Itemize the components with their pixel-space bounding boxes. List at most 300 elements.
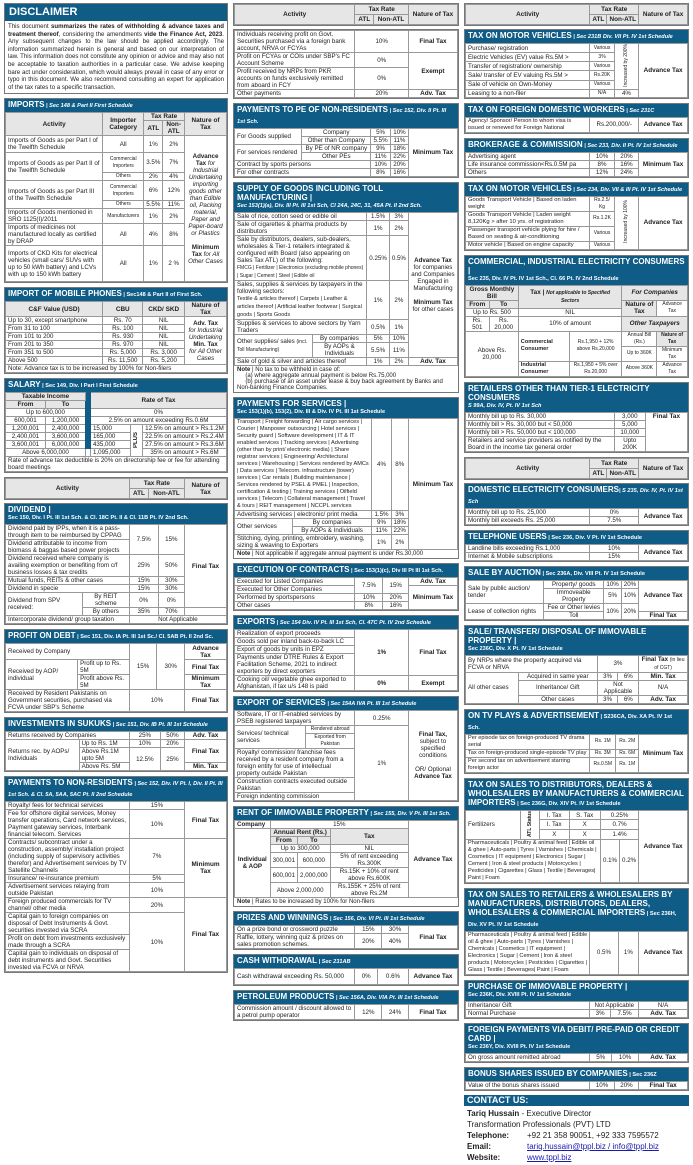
table-row xyxy=(6,136,227,153)
text: EXPORTS xyxy=(237,617,276,626)
table-cell: Exempt xyxy=(408,53,457,90)
dividend-table xyxy=(5,524,227,624)
table-cell: 7% xyxy=(163,153,185,173)
table-cell: Minimum Tax xyxy=(639,152,688,176)
table-cell: For Goods supplied xyxy=(235,129,302,145)
purchase-property-section xyxy=(464,980,689,1019)
table-cell: 2,400,000 xyxy=(45,425,85,433)
disclaimer-text xyxy=(5,21,227,93)
prizes-table xyxy=(234,925,458,949)
text: Textile & articles thereof | Carpets | Leather & articles thereof | Artificial leather footwear | Surgical goods | Sports Goods xyxy=(237,296,362,318)
table-cell: Rs.15K + 10% of rent above Rs.600K xyxy=(330,868,408,883)
table-header-cell: Non-ATL xyxy=(149,489,185,499)
table-row xyxy=(235,213,458,221)
table-row xyxy=(6,644,227,660)
motor-vehicles-234-section xyxy=(464,182,689,251)
table-cell: Rs. 930 xyxy=(103,333,143,341)
table-cell xyxy=(185,317,227,365)
export-services-section xyxy=(233,696,459,802)
table-cell: By AOPs & Individuals xyxy=(312,343,367,358)
text: ATL Status xyxy=(526,810,533,837)
table-header-cell: ATL xyxy=(590,468,607,478)
non-residents-continued xyxy=(233,29,459,99)
table-cell: All other cases xyxy=(466,672,519,703)
table-cell: Monthly bill > Rs. 50,000 but < 100,000 xyxy=(466,428,615,436)
table-cell: 1% xyxy=(355,630,409,676)
text: IMPORTS xyxy=(8,100,45,110)
table-cell: 3% xyxy=(597,655,638,672)
text: TELEPHONE USERS xyxy=(468,531,547,541)
text: ON TV PLAYS & ADVERTISEMENT xyxy=(468,710,599,720)
table-row xyxy=(6,449,227,457)
rent-section xyxy=(233,806,459,907)
table-header-cell: ATL xyxy=(144,121,163,136)
table-cell: 1% xyxy=(367,358,390,366)
text xyxy=(5,478,227,499)
table-row xyxy=(6,409,227,417)
contact-telephone: +92 21 358 90051, +92 333 7595572 xyxy=(527,1130,659,1140)
table-row xyxy=(235,969,458,985)
text: | Sec 151, Div. IA Pt. III 1st Sc./ Cl. 5AB Pt. II 2nd Sc. xyxy=(75,634,214,641)
table-cell: 10% xyxy=(621,588,638,603)
text: Increased by 200% xyxy=(622,44,629,87)
table-cell: Adv. Tax xyxy=(639,1009,688,1017)
column-middle xyxy=(233,3,459,1025)
table-cell: I. Tax xyxy=(540,820,569,830)
table-cell: 30% xyxy=(157,644,185,690)
exports-section xyxy=(233,615,459,692)
table-cell: 7.5% xyxy=(610,1009,638,1017)
table-cell: 7.5% xyxy=(355,578,383,594)
table-row xyxy=(235,358,458,366)
table-cell: 5% xyxy=(371,129,391,137)
table-cell: Company xyxy=(235,821,271,829)
table-cell: 1.4% xyxy=(600,830,638,840)
table-cell: Advance Tax xyxy=(639,580,688,611)
table-row xyxy=(235,90,458,98)
retailers-sales-table xyxy=(465,931,688,975)
table-cell: 600,001 xyxy=(270,868,297,883)
table-cell: Immoveable Property xyxy=(544,588,604,603)
table-row xyxy=(466,734,688,749)
sukuks-section xyxy=(4,717,228,772)
table-cell: By AOPs & Individuals xyxy=(292,527,372,535)
text: SALE/ TRANSFER/ DISPOSAL OF IMMOVABLE PROPERTY | xyxy=(468,626,647,645)
table-cell: Rs.1,950 + 5% over Rs.20,000 xyxy=(569,361,622,376)
table-header-cell: Tax Rate xyxy=(144,113,185,121)
table-cell: 3,600,001 xyxy=(6,441,46,449)
table-cell: 30% xyxy=(158,577,184,585)
table-cell: 1% xyxy=(389,320,408,335)
table-cell: 0.7% xyxy=(600,820,638,830)
disposal-table xyxy=(465,655,688,704)
table-row xyxy=(235,1005,458,1020)
non-residents-cont-table xyxy=(234,30,458,98)
table-cell: Rs. 70 xyxy=(103,317,143,325)
bonus-shares-section xyxy=(464,1067,689,1091)
table-header-cell: Activity xyxy=(235,5,355,25)
table-cell xyxy=(614,44,638,90)
text: Advance Tax xyxy=(414,257,452,264)
table-cell: Pharmaceuticals | Poultry & animal feed | Edible oil & ghee | Auto-parts | Tyres | Varnishes | Chemicals | Cosmetics | IT equipment | Electronics | Sugar | Cement | Iron & steel products | Motorcycles | Pesticides | Cigarettes | Glass | Textile | Beverages| Paint | Foam xyxy=(466,839,601,882)
table-cell: Returns received by Companies xyxy=(6,732,130,740)
table-cell: 10% xyxy=(389,335,408,343)
table-header-cell: Tax Rate xyxy=(129,479,184,489)
table-cell: Payments under DTRE Rules & Export Facilitation Scheme, 2021 to indirect exporters by direct exporters xyxy=(235,654,355,676)
table-cell: Advertisement services relaying from outside Pakistan xyxy=(6,883,130,898)
table-header-cell: Annual Rent (Rs.) xyxy=(270,829,330,837)
table-cell: Up to 300,000 xyxy=(270,845,330,853)
table-cell: From 101 to 200 xyxy=(6,333,103,341)
table-cell: Sale of gold & silver and articles thereof xyxy=(235,358,367,366)
table-cell: 11% xyxy=(163,201,185,209)
table-cell: 1,095,000 xyxy=(90,449,130,457)
table-cell: 600,001 xyxy=(6,417,46,425)
text: | Sec 153(1)(c), Div III Pt III 1st Sch. xyxy=(349,568,444,574)
table-cell: 25% xyxy=(129,732,160,740)
table-cell: From 31 to 100 xyxy=(6,325,103,333)
table-row xyxy=(6,898,227,913)
text: | Sec 236Z xyxy=(627,1071,657,1078)
text: Not applicable to Specified Sectors xyxy=(546,289,611,304)
table-cell: Rs.1.2K xyxy=(590,211,614,226)
table-cell: 0.5% xyxy=(389,236,408,281)
text: PETROLEUM PRODUCTS xyxy=(237,992,335,1001)
table-header-cell: Activity xyxy=(466,458,590,478)
text: | Sec 152, Div. II Pt. III 1st Sch. xyxy=(237,108,447,125)
table-cell: Acquired in same year xyxy=(518,672,597,680)
table-cell: Minimum Tax xyxy=(408,419,457,550)
contact-website-link[interactable]: www.tppl.biz xyxy=(527,1152,572,1162)
table-cell: 3% xyxy=(391,511,408,519)
text: | S236CA, Div. XA Pt. IV 1st Sch. xyxy=(468,713,673,731)
table-cell: Not Applicable xyxy=(597,680,638,695)
text: SALE BY AUCTION xyxy=(468,567,541,577)
text: Other Taxpayers xyxy=(629,320,680,328)
section-header xyxy=(465,710,688,734)
text: No tax to be withheld in case of: xyxy=(255,367,341,373)
table-cell: Mutual funds, REITs & other cases xyxy=(6,577,130,585)
text: CASH WITHDRAWAL xyxy=(237,956,317,965)
table-cell: Above 360K xyxy=(622,361,657,376)
table-cell: Property/ goods xyxy=(544,580,604,588)
table-header-cell: Nature of Tax xyxy=(657,331,688,346)
text: For Companies xyxy=(631,289,678,297)
table-cell: Capital gain to individuals on disposal of debt instruments and Govt. Securities invested via FCVA or NRVA xyxy=(6,950,130,972)
text: BROKERAGE & COMMISSION xyxy=(468,139,583,149)
table-cell: 0% xyxy=(158,593,184,608)
table-row xyxy=(6,393,227,401)
text: | Sec 155, Div. V Pt. III 1st Sch. xyxy=(368,811,451,817)
section-header xyxy=(465,383,688,412)
text: PAYMENTS TO NON-RESIDENTS xyxy=(8,778,133,788)
table-cell xyxy=(614,196,638,249)
supply-table xyxy=(234,212,458,366)
section-header xyxy=(5,630,227,643)
table-cell: Sale of cigarettes & pharma products by distributors xyxy=(235,221,367,236)
section-header xyxy=(234,398,458,418)
table-cell: Rs.20K xyxy=(590,71,614,80)
table-cell: Above Rs. 5M xyxy=(79,763,129,771)
table-cell: Rs.1,950 + 12% above Rs.20,000 xyxy=(569,331,622,361)
table-header-cell: Non-ATL xyxy=(163,121,185,136)
section-header xyxy=(234,183,458,212)
table-cell: Exported from Pakistan xyxy=(305,734,355,749)
table-cell: NIL xyxy=(143,325,185,333)
table-cell: Imports of medicines not manufactured locally as certified by DRAP xyxy=(6,224,103,246)
section-header xyxy=(465,981,688,1001)
table-cell: Executed for Other Companies xyxy=(235,586,355,594)
table-cell: X xyxy=(569,830,600,840)
disclaimer-section xyxy=(4,3,228,94)
foreign-workers-section xyxy=(464,103,689,134)
table-row xyxy=(466,316,688,331)
text: INVESTMENTS IN SUKUKS xyxy=(8,719,112,729)
table-cell: Inheritance/ Gift xyxy=(466,1001,590,1009)
table-cell: 6% xyxy=(144,181,163,201)
table-cell: Motor vehicle | Based on engine capacity xyxy=(466,241,590,249)
text: | Sec 151, Div. IB Pt. III 1st Schedule xyxy=(111,722,208,729)
table-cell: X xyxy=(569,820,600,830)
table-cell: Final Tax xyxy=(408,926,457,949)
table-cell: Software, IT or IT-enabled services by PSEB registered taxpayers xyxy=(235,711,355,726)
table-cell: Advance Tax xyxy=(185,644,227,660)
table-cell: Up to Rs. 500 xyxy=(466,308,519,316)
table-cell: Final Tax xyxy=(639,611,688,619)
section-header xyxy=(5,777,227,801)
text: RETAILERS OTHER THAN TIER-1 ELECTRICITY CONSUMERS xyxy=(468,383,650,402)
table-cell: 8% xyxy=(163,224,185,246)
table-row xyxy=(235,711,458,726)
text: DOMESTIC ELECTRICITY CONSUMERS xyxy=(468,484,619,494)
table-cell: Leasing to a non-filer xyxy=(466,89,590,97)
table-row xyxy=(235,821,458,829)
text: | Sec 156A, Div. VIA Pt. III 1st Schedule xyxy=(334,995,439,1001)
text: Advance Tax xyxy=(192,152,219,167)
table-cell: 10% xyxy=(129,740,160,748)
table-cell: 5% xyxy=(129,875,184,883)
table-cell: 8% xyxy=(391,419,408,511)
table-cell: Individual & AOP xyxy=(235,829,271,898)
table-cell: Company xyxy=(302,129,371,137)
text: BONUS SHARES ISSUED BY COMPANIES xyxy=(468,1068,628,1078)
table-row xyxy=(466,152,688,160)
table-cell xyxy=(235,335,313,358)
table-cell: Various xyxy=(590,241,614,249)
text: Telephone: xyxy=(467,1130,510,1140)
text: | Sec 154 Div. IV Pt. III 1st Sch, Cl. 47C Pt. IV 2nd Schedule xyxy=(275,620,431,626)
text: COMMERCIAL, INDUSTRIAL ELECTRICITY CONSUMERS | xyxy=(468,256,685,275)
table-cell: 35% xyxy=(129,608,158,616)
table-row xyxy=(235,578,458,586)
table-cell: 20% xyxy=(614,152,638,160)
table-cell: Adv. Tax xyxy=(639,695,688,703)
petroleum-table xyxy=(234,1004,458,1020)
table-cell: Min. Tax xyxy=(639,672,688,680)
text: Advance Tax xyxy=(414,773,452,780)
table-cell: 11% xyxy=(371,153,391,161)
text: for Industrial Undertaking xyxy=(188,326,223,341)
table-cell: 10% xyxy=(590,1081,614,1089)
table-cell: Advance Tax xyxy=(408,969,457,985)
text: Other supplies/ sales xyxy=(237,338,295,345)
table-cell: 20% xyxy=(390,161,408,169)
table-cell: Supplies & services to above sectors by Yarn Traders xyxy=(235,320,367,335)
table-cell: Landline bills exceeding Rs.1,000 xyxy=(466,544,590,552)
text: Email: xyxy=(467,1141,492,1151)
table-row xyxy=(466,1081,688,1089)
section-header xyxy=(234,697,458,710)
table-cell: Rs. 970 xyxy=(103,341,143,349)
services-section xyxy=(233,397,459,559)
section-header xyxy=(5,379,227,392)
table-cell: Goods sold per inland back-to-back LC xyxy=(235,638,355,646)
distributors-section xyxy=(464,778,689,884)
table-cell: 2% xyxy=(144,173,163,181)
table-cell: 4% xyxy=(372,419,391,511)
table-cell: 18% xyxy=(390,145,408,153)
table-cell: Fee for offshore digital services, Money transfer operations, Card network services, Payment gateway services, Interbank financial telecom. Services xyxy=(6,810,130,839)
table-cell: 10% xyxy=(590,544,639,552)
section-header xyxy=(234,807,458,820)
table-cell: Value of the bonus shares issued xyxy=(466,1081,590,1089)
table-cell: 4% xyxy=(144,224,163,246)
table-row xyxy=(235,5,458,15)
table-cell: Other cases xyxy=(518,695,597,703)
table-cell: 0% xyxy=(590,508,639,516)
table-cell: 11% xyxy=(389,343,408,358)
table-cell: Lease of collection rights xyxy=(466,603,544,619)
table-cell: For services rendered xyxy=(235,145,302,161)
text: | Sec 236A, Div. VIII Pt. IV 1st Schedule xyxy=(540,570,645,577)
table-cell: Above 6,000,000 xyxy=(6,449,86,457)
table-cell: 0.5% xyxy=(367,320,390,335)
text: (Rs.) xyxy=(633,338,645,345)
table-cell: 0% xyxy=(90,409,226,417)
text: | Sec 236G, Div. XIV Pt. IV 1st Schedule xyxy=(515,800,621,807)
table-header-cell: Tax Rate xyxy=(590,5,639,15)
text: (a) where aggregate annual payment is below Rs.75,000 xyxy=(245,373,397,379)
table-cell: Received by Resident Pakistanis on Government securities, purchased via FCVA under SBP's Scheme xyxy=(6,690,130,712)
section-header xyxy=(465,183,688,196)
table-cell: 25% xyxy=(129,555,158,577)
brokerage-section xyxy=(464,138,689,178)
table-cell: 12% xyxy=(590,168,614,176)
table-row xyxy=(6,317,227,325)
table-cell: 20% xyxy=(614,1081,638,1089)
table-row xyxy=(466,5,688,15)
table-cell: Commercial Consumer xyxy=(518,331,569,361)
text: Note xyxy=(237,367,251,373)
table-cell: Various xyxy=(590,44,614,53)
text: | Sec 231C xyxy=(624,107,655,114)
domestic-table xyxy=(465,508,688,525)
text: Sec 235, Div. IV Pt. IV 1st Sch., Cl. 66 Pt. IV 2nd Schedule xyxy=(468,275,619,282)
text: PLUS xyxy=(132,431,139,448)
table-cell: Up to 30, except smartphone xyxy=(6,317,103,325)
text: | S 235, Div. IV, Pt. IV 1st Sch xyxy=(468,487,683,505)
text: PRIZES AND WINNINGS xyxy=(237,913,329,922)
contact-name: Tariq Hussain xyxy=(467,1108,520,1118)
table-cell: Imports of Goods as per Part III of the Twelfth Schedule xyxy=(6,181,103,209)
table-cell: Retailers and service providers as notified by the Board in the income tax general order xyxy=(466,436,615,451)
table-cell: Foreign produced commercials for TV channel/ other media xyxy=(6,898,130,913)
table-cell: 1.5% xyxy=(372,511,391,519)
table-cell: 8% xyxy=(355,602,383,610)
table-cell: Profit on FCYAs or COIs under SBP's FC Account Scheme xyxy=(235,53,355,68)
non-residents-table xyxy=(5,801,227,972)
table-row xyxy=(6,113,227,121)
text: PROFIT ON DEBT xyxy=(8,631,76,641)
table-cell: Electric Vehicles (EV) value Rs.5M > xyxy=(466,53,590,62)
table-cell: 1% xyxy=(618,931,639,974)
text: for Industrial Undertaking importing goods other than Edible oil, Packing material, Paper and Paper-board or Plastics xyxy=(188,159,223,237)
table-row xyxy=(6,732,227,740)
table-cell: By PE of NR company xyxy=(302,145,371,153)
table-cell: N/A xyxy=(639,680,688,695)
table-cell: Adv. Tax xyxy=(185,732,227,740)
table-cell: Commercial Importers xyxy=(103,153,144,173)
table-cell: Advance Tax xyxy=(639,931,688,974)
table-cell: Sale by public auction/ tender xyxy=(466,580,544,603)
table-cell: S. Tax xyxy=(569,810,600,820)
table-row xyxy=(6,441,227,449)
section-header xyxy=(465,889,688,931)
table-cell: Rs.0.5M xyxy=(590,757,616,772)
text: | Sec 231B Div. VII Pt. IV 1st Schedule xyxy=(571,34,673,40)
text: PAYMENTS TO PE OF NON-RESIDENTS xyxy=(237,105,388,114)
table-cell: I. Tax xyxy=(540,810,569,820)
table-cell xyxy=(639,655,688,672)
table-cell: Other payments xyxy=(235,90,355,98)
text: (in lieu of CGT) xyxy=(654,656,685,671)
table-cell: 10% xyxy=(129,913,184,972)
table-cell: Advance Tax xyxy=(639,508,688,524)
table-cell: 1,200,001 xyxy=(6,425,46,433)
table-header-cell: Taxable Income xyxy=(6,393,86,401)
table-header-cell: To xyxy=(45,401,85,409)
table-cell: Exempt xyxy=(408,676,457,691)
table-cell: 22% xyxy=(390,153,408,161)
contact-email-link[interactable]: tariq.hussain@tppl.biz / info@tppl.biz xyxy=(527,1141,659,1151)
text: Not applicable if aggregate annual payment is under Rs.30,000 xyxy=(255,551,424,557)
text: Increased by 100% xyxy=(622,200,629,244)
table-cell: Up to 600,000 xyxy=(6,409,86,417)
table-cell: Purchase/ registration xyxy=(466,44,590,53)
table-cell: Above 500 xyxy=(6,357,103,365)
telephone-section xyxy=(464,530,689,562)
table-header-cell: Nature of Tax xyxy=(639,458,688,478)
section-header xyxy=(465,104,688,117)
table-cell: 5.5% xyxy=(367,343,390,358)
table-cell: Contract by sports persons xyxy=(235,161,371,169)
dividend-section xyxy=(4,503,228,625)
prizes-section xyxy=(233,911,459,950)
table-cell: 4% xyxy=(614,89,638,97)
table-cell: Advertising agent xyxy=(466,152,590,160)
pe-section xyxy=(233,103,459,178)
salary-section xyxy=(4,378,228,473)
table-cell: 11% xyxy=(372,527,391,535)
table-row xyxy=(6,660,227,675)
table-header-cell: ATL xyxy=(355,15,374,25)
table-row xyxy=(6,457,227,472)
table-row xyxy=(466,544,688,552)
table-cell: Upto 200K xyxy=(614,436,645,451)
table-cell: NIL xyxy=(143,333,185,341)
table-cell: 0.25% xyxy=(355,711,409,726)
table-row xyxy=(466,44,688,53)
